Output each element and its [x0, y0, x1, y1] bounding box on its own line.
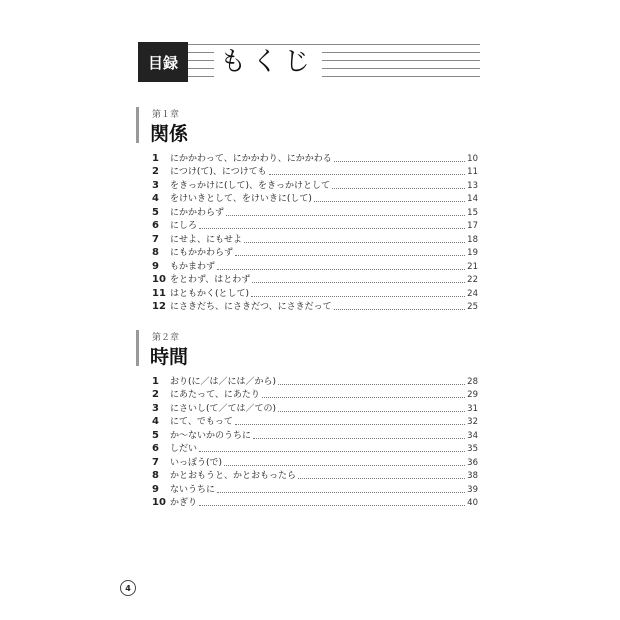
toc-entry[interactable] [152, 496, 478, 510]
dot-leader [199, 450, 465, 452]
dot-leader [244, 241, 465, 243]
entry-number: 6 [152, 443, 159, 454]
header-label-box: 目録 [138, 42, 188, 82]
entry-title: にしろ [170, 221, 198, 231]
entry-number: 9 [152, 260, 159, 272]
toc-entry[interactable] [152, 455, 478, 469]
dot-leader [226, 214, 465, 216]
chapter-title: 時間 [150, 346, 189, 368]
entry-number: 10 [152, 274, 166, 285]
entry-title: しだい [170, 444, 198, 454]
dot-leader [269, 173, 466, 175]
dot-leader [298, 477, 465, 479]
entry-number: 7 [152, 233, 159, 245]
entry-page: 36 [467, 457, 478, 468]
entry-number: 11 [152, 287, 166, 299]
entry-title: にさいし(て／ては／ての) [170, 403, 277, 414]
chapter-title: 関係 [150, 123, 189, 145]
entry-number: 5 [152, 206, 159, 218]
entry-number: 3 [152, 402, 159, 414]
entry-page: 22 [467, 275, 478, 285]
dot-leader [199, 227, 465, 229]
dot-leader [235, 423, 465, 425]
chapter-1-list [152, 151, 478, 313]
toc-entry[interactable] [152, 428, 478, 442]
entry-number: 3 [152, 179, 159, 191]
entry-page: 11 [467, 167, 478, 177]
entry-number: 2 [152, 389, 159, 400]
chapter-2-list [152, 374, 478, 509]
dot-leader [314, 200, 465, 202]
entry-number: 9 [152, 483, 159, 495]
toc-entry[interactable] [152, 178, 478, 192]
entry-title: かとおもうと、かとおもったら [170, 471, 297, 481]
entry-page: 40 [467, 498, 478, 508]
entry-page: 34 [467, 430, 478, 441]
entry-number: 12 [152, 301, 166, 312]
entry-title: にせよ、にもせよ [170, 234, 243, 245]
dot-leader [253, 437, 465, 439]
entry-page: 24 [467, 288, 478, 299]
entry-page: 38 [467, 471, 478, 481]
dot-leader [217, 491, 465, 493]
entry-title: ないうちに [170, 484, 216, 495]
entry-number: 4 [152, 193, 159, 204]
entry-number: 8 [152, 247, 159, 258]
chapter-number: 第１章 [152, 110, 180, 120]
entry-title: かぎり [170, 498, 198, 508]
toc-entry[interactable] [152, 469, 478, 483]
entry-title: いっぽう(で) [170, 457, 223, 468]
entry-page: 25 [467, 302, 478, 312]
entry-page: 10 [467, 153, 478, 164]
dot-leader [262, 396, 465, 398]
toc-entry[interactable] [152, 151, 478, 165]
entry-title: にかかわって、にかかわり、にかかわる [170, 153, 332, 164]
entry-title: にあたって、にあたり [170, 390, 260, 400]
toc-entry[interactable] [152, 482, 478, 496]
entry-title: もかまわず [170, 261, 216, 272]
entry-number: 1 [152, 375, 159, 387]
entry-number: 2 [152, 166, 159, 177]
entry-page: 28 [467, 376, 478, 387]
entry-title: はともかく(として) [170, 288, 250, 299]
dot-leader [278, 383, 465, 385]
entry-page: 29 [467, 390, 478, 400]
entry-page: 21 [467, 261, 478, 272]
entry-number: 8 [152, 470, 159, 481]
entry-title: か～ないかのうちに [170, 430, 252, 441]
dot-leader [334, 160, 465, 162]
toc-entry[interactable] [152, 374, 478, 388]
entry-page: 15 [467, 207, 478, 218]
entry-title: にかかわらず [170, 207, 225, 218]
entry-page: 18 [467, 234, 478, 245]
entry-page: 17 [467, 221, 478, 231]
toc-entry[interactable] [152, 192, 478, 206]
entry-page: 14 [467, 194, 478, 204]
toc-entry[interactable] [152, 300, 478, 314]
toc-entry[interactable] [152, 246, 478, 260]
entry-number: 1 [152, 152, 159, 164]
entry-title: にさきだち、にさきだつ、にさきだって [170, 302, 332, 312]
dot-leader [224, 464, 465, 466]
dot-leader [251, 295, 465, 297]
toc-entry[interactable] [152, 286, 478, 300]
entry-page: 35 [467, 444, 478, 454]
chapter-number: 第２章 [152, 333, 180, 343]
toc-entry[interactable] [152, 219, 478, 233]
entry-title: につけ(て)、につけても [170, 167, 267, 177]
entry-number: 6 [152, 220, 159, 231]
toc-entry[interactable] [152, 259, 478, 273]
entry-page: 39 [467, 484, 478, 495]
entry-title: にもかかわらず [170, 248, 234, 258]
toc-entry[interactable] [152, 165, 478, 179]
entry-title: をきっかけに(して)、をきっかけとして [170, 180, 331, 191]
page-number: 4 [120, 580, 136, 596]
dot-leader [235, 254, 465, 256]
entry-title: をとわず、はとわず [170, 275, 251, 285]
chapter-bar [136, 330, 139, 366]
entry-title: にて、でもって [170, 417, 233, 427]
toc-entry[interactable] [152, 442, 478, 456]
chapter-bar [136, 107, 139, 143]
dot-leader [332, 187, 465, 189]
entry-number: 7 [152, 456, 159, 468]
entry-number: 4 [152, 416, 159, 427]
entry-number: 10 [152, 497, 166, 508]
dot-leader [334, 308, 466, 310]
toc-entry[interactable] [152, 388, 478, 402]
dot-leader [217, 268, 465, 270]
page-title: もくじ [214, 45, 322, 79]
dot-leader [278, 410, 465, 412]
toc-entry[interactable] [152, 232, 478, 246]
entry-number: 5 [152, 429, 159, 441]
toc-entry[interactable] [152, 205, 478, 219]
entry-page: 19 [467, 248, 478, 258]
entry-title: をけいきとして、をけいきに(して) [170, 194, 312, 204]
entry-page: 32 [467, 417, 478, 427]
entry-page: 31 [467, 403, 478, 414]
toc-entry[interactable] [152, 415, 478, 429]
dot-leader [199, 504, 465, 506]
dot-leader [252, 281, 465, 283]
toc-entry[interactable] [152, 401, 478, 415]
entry-title: おり(に／は／には／から) [170, 376, 277, 387]
toc-entry[interactable] [152, 273, 478, 287]
entry-page: 13 [467, 180, 478, 191]
